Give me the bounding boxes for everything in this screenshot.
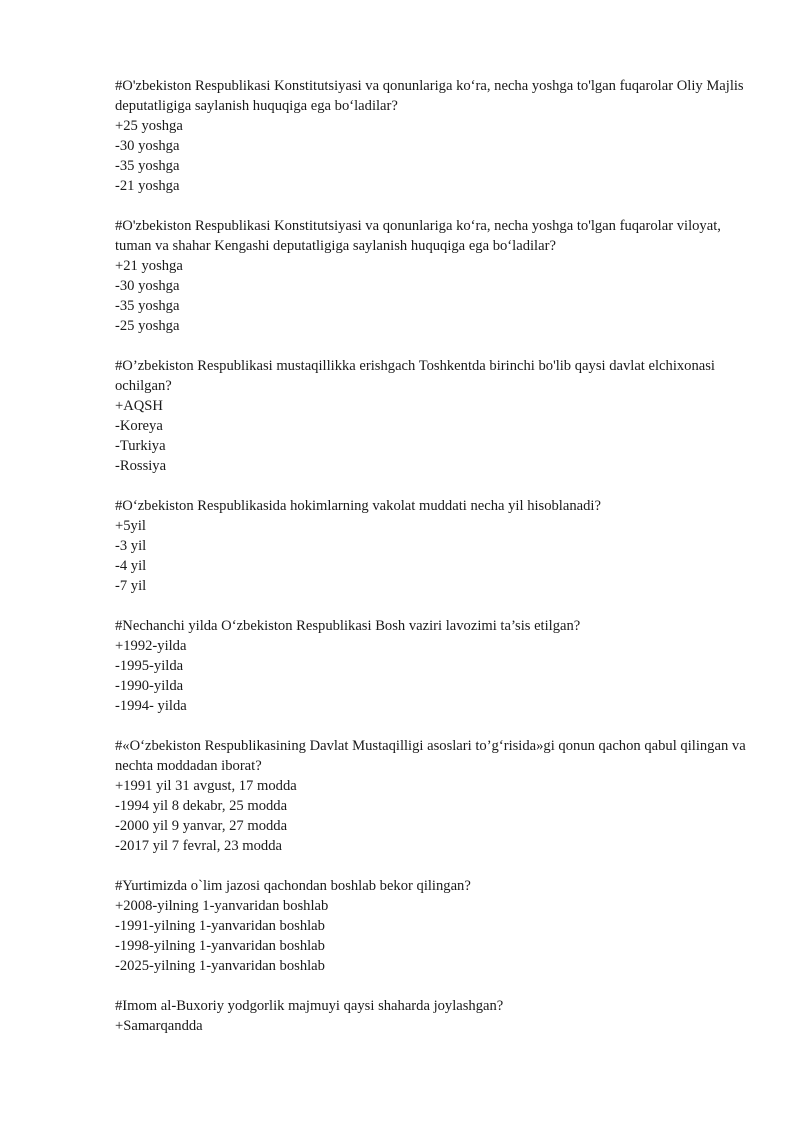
answer-option: -2000 yil 9 yanvar, 27 modda: [115, 818, 288, 834]
question-text: #Nechanchi yilda O‘zbekiston Respublikasi Bosh vaziri lavozimi ta’sis etilgan?: [115, 618, 581, 634]
answer-option: -3 yil: [115, 538, 147, 554]
answer-option: -30 yoshga: [115, 278, 180, 294]
answer-option: -1994 yil 8 dekabr, 25 modda: [115, 798, 288, 814]
question-block: [115, 616, 755, 716]
question-text: #Imom al-Buxoriy yodgorlik majmuyi qaysi shaharda joylashgan?: [115, 998, 504, 1014]
answer-option: -Koreya: [115, 418, 163, 434]
answer-option: -1994- yilda: [115, 698, 187, 714]
answer-option: -2025-yilning 1-yanvaridan boshlab: [115, 958, 325, 974]
answer-option: +5yil: [115, 518, 146, 534]
question-text: #«O‘zbekiston Respublikasining Davlat Mustaqilligi asoslari to’g‘risida»gi qonun qachon qabul qilingan va nechta moddadan iborat?: [115, 738, 750, 774]
question-text: #O'zbekiston Respublikasi Konstitutsiyasi va qonunlariga ko‘ra, necha yoshga to'lgan fuqarolar viloyat, tuman va shahar Kengashi deputatligiga saylanish huquqiga ega bo‘ladilar?: [115, 218, 725, 254]
answer-option: -1991-yilning 1-yanvaridan boshlab: [115, 918, 325, 934]
answer-option: +AQSH: [115, 398, 163, 414]
question-block: [115, 76, 755, 196]
answer-option: -7 yil: [115, 578, 147, 594]
question-text: #O‘zbekiston Respublikasida hokimlarning vakolat muddati necha yil hisoblanadi?: [115, 498, 601, 514]
answer-option: -1998-yilning 1-yanvaridan boshlab: [115, 938, 325, 954]
question-block: [115, 996, 755, 1036]
answer-option: +25 yoshga: [115, 118, 183, 134]
answer-option: +1992-yilda: [115, 638, 187, 654]
question-block: [115, 876, 755, 976]
question-block: [115, 356, 755, 476]
answer-option: -30 yoshga: [115, 138, 180, 154]
answer-option: -4 yil: [115, 558, 147, 574]
answer-option: -35 yoshga: [115, 298, 180, 314]
question-text: #Yurtimizda o`lim jazosi qachondan boshlab bekor qilingan?: [115, 878, 471, 894]
answer-option: +1991 yil 31 avgust, 17 modda: [115, 778, 297, 794]
answer-option: -25 yoshga: [115, 318, 180, 334]
answer-option: -Turkiya: [115, 438, 166, 454]
question-block: [115, 496, 755, 596]
answer-option: -2017 yil 7 fevral, 23 modda: [115, 838, 282, 854]
question-block: [115, 216, 755, 336]
answer-option: -1995-yilda: [115, 658, 184, 674]
answer-option: -35 yoshga: [115, 158, 180, 174]
answer-option: +21 yoshga: [115, 258, 183, 274]
answer-option: -1990-yilda: [115, 678, 184, 694]
question-text: #O'zbekiston Respublikasi Konstitutsiyasi va qonunlariga ko‘ra, necha yoshga to'lgan fuqarolar Oliy Majlis deputatligiga saylanish huquqiga ega bo‘ladilar?: [115, 78, 748, 114]
document-page: [115, 76, 755, 1056]
question-block: [115, 736, 755, 856]
question-text: #O’zbekiston Respublikasi mustaqillikka erishgach Toshkentda birinchi bo'lib qaysi davlat elchixonasi ochilgan?: [115, 358, 719, 394]
answer-option: -21 yoshga: [115, 178, 180, 194]
answer-option: +2008-yilning 1-yanvaridan boshlab: [115, 898, 329, 914]
answer-option: -Rossiya: [115, 458, 167, 474]
answer-option: +Samarqandda: [115, 1018, 203, 1034]
